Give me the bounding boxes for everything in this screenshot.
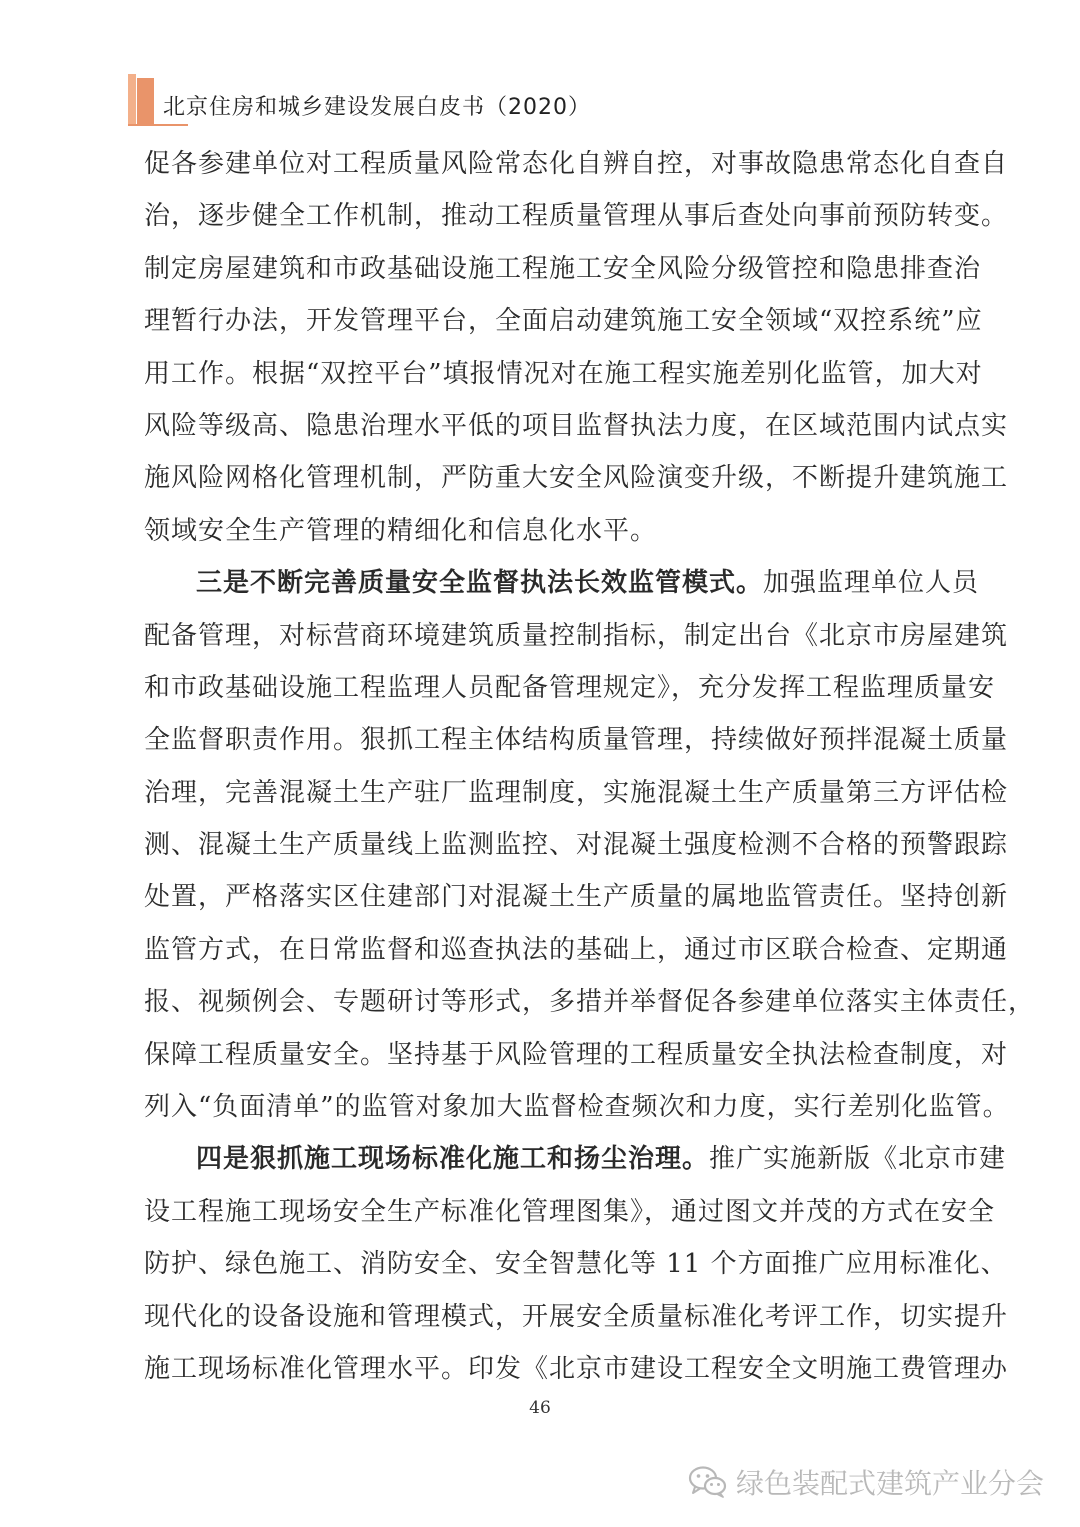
text-line: 处置，严格落实区住建部门对混凝土生产质量的属地监管责任。坚持创新	[144, 882, 1009, 913]
header-accent-bar	[128, 74, 136, 124]
paragraph-3-text: 加强监理单位人员	[763, 568, 980, 599]
text-line: 风险等级高、隐患治理水平低的项目监督执法力度，在区域范围内试点实	[144, 410, 1009, 441]
watermark	[688, 1462, 1044, 1502]
text-line: 用工作。根据“双控平台”填报情况对在施工程实施差别化监管，加大对	[144, 358, 983, 389]
text-line: 施风险网格化管理机制，严防重大安全风险演变升级，不断提升建筑施工	[144, 463, 1009, 494]
paragraph-4-text: 推广实施新版《北京市建	[709, 1144, 1007, 1175]
text-line: 设工程施工现场安全生产标准化管理图集》，通过图文并茂的方式在安全	[144, 1196, 996, 1227]
text-line: 报、视频例会、专题研讨等形式，多措并举督促各参建单位落实主体责任，	[144, 987, 1036, 1018]
text-line: 促各参建单位对工程质量风险常态化自辨自控，对事故隐患常态化自查自	[144, 149, 1009, 179]
paragraph-4-heading: 四是狠抓施工现场标准化施工和扬尘治理。	[196, 1144, 710, 1175]
text-line: 理暂行办法，开发管理平台，全面启动建筑施工安全领域“双控系统”应	[144, 306, 983, 337]
text-line: 领域安全生产管理的精细化和信息化水平。	[144, 515, 658, 546]
watermark-text: 绿色装配式建筑产业分会	[735, 1467, 1044, 1500]
text-line: 治，逐步健全工作机制，推动工程质量管理从事后查处向事前预防转变。	[144, 201, 1009, 232]
paragraph-3-heading: 三是不断完善质量安全监督执法长效监管模式。	[196, 568, 764, 599]
text-line: 和市政基础设施工程监理人员配备管理规定》，充分发挥工程监理质量安	[144, 672, 996, 703]
text-line: 监管方式，在日常监督和巡查执法的基础上，通过市区联合检查、定期通	[144, 934, 1009, 965]
paragraph-3-first-line	[144, 557, 980, 609]
text-line: 制定房屋建筑和市政基础设施工程施工安全风险分级管控和隐患排查治	[144, 253, 982, 284]
header-accent-block	[137, 78, 154, 124]
text-line: 测、混凝土生产质量线上监测监控、对混凝土强度检测不合格的预警跟踪	[144, 830, 1009, 861]
header-title: 北京住房和城乡建设发展白皮书（2020）	[163, 95, 591, 120]
text-line: 列入“负面清单”的监管对象加大监督检查频次和力度，实行差别化监管。	[144, 1092, 1010, 1123]
text-line: 配备管理，对标营商环境建筑质量控制指标，制定出台《北京市房屋建筑	[144, 620, 1009, 651]
text-line: 全监督职责作用。狠抓工程主体结构质量管理，持续做好预拌混凝土质量	[144, 725, 1009, 756]
text-line: 治理，完善混凝土生产驻厂监理制度，实施混凝土生产质量第三方评估检	[144, 777, 1009, 808]
text-line: 防护、绿色施工、消防安全、安全智慧化等 11 个方面推广应用标准化、	[144, 1249, 1008, 1280]
text-line: 施工现场标准化管理水平。印发《北京市建设工程安全文明施工费管理办	[144, 1353, 1009, 1384]
body-text	[144, 138, 1036, 1395]
wechat-icon	[688, 1465, 728, 1499]
header-rule	[128, 124, 188, 126]
paragraph-4-first-line	[144, 1133, 1007, 1185]
text-line: 现代化的设备设施和管理模式，开展安全质量标准化考评工作，切实提升	[144, 1301, 1009, 1332]
page-number: 46	[529, 1398, 551, 1418]
text-line: 保障工程质量安全。坚持基于风险管理的工程质量安全执法检查制度，对	[144, 1039, 1009, 1070]
